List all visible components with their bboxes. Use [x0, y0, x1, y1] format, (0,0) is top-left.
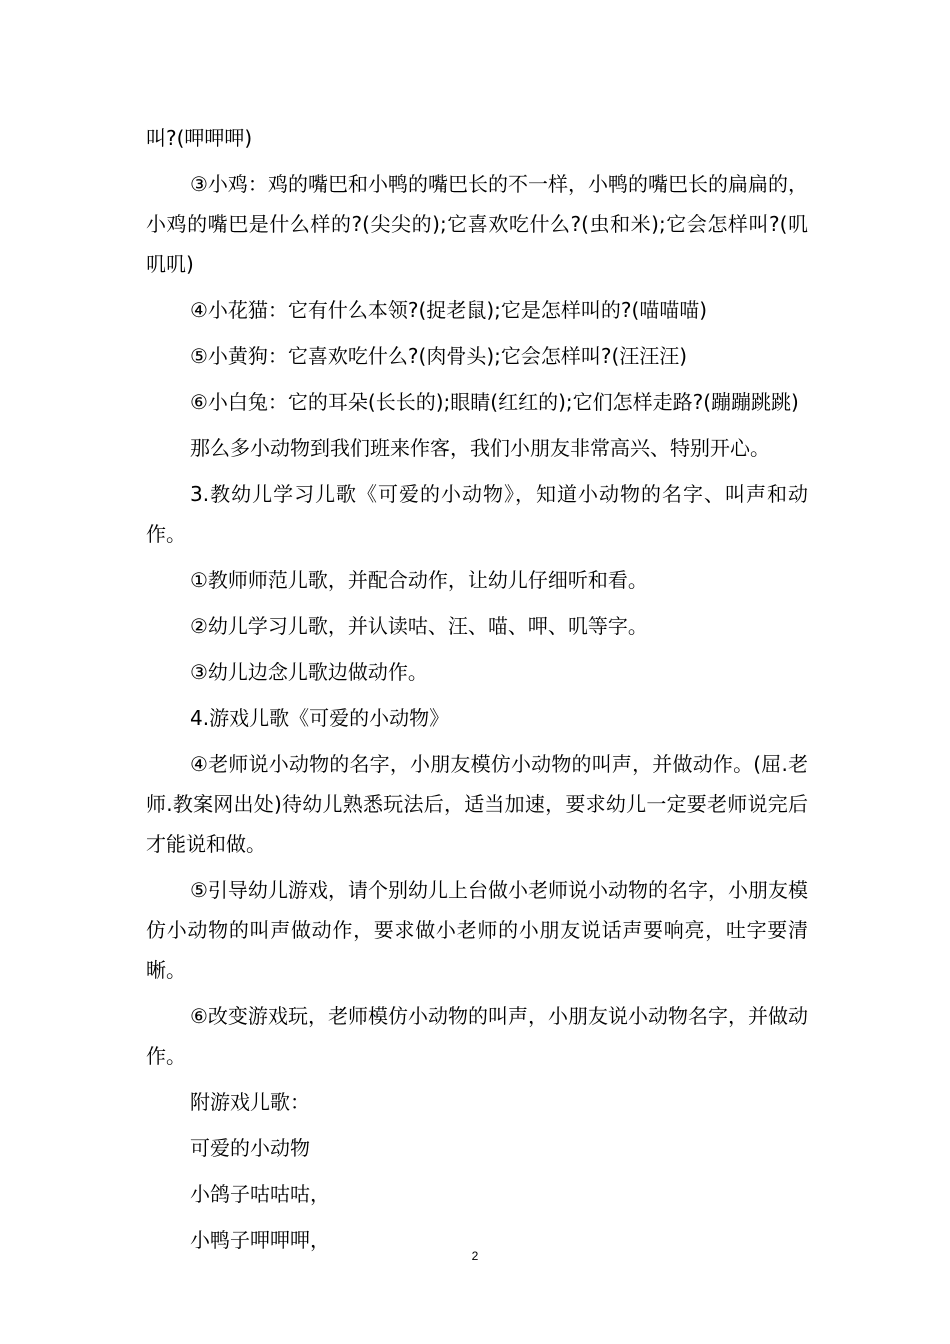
paragraph: ②幼儿学习儿歌，并认读咕、汪、喵、呷、叽等字。: [190, 614, 648, 638]
paragraph: ⑥小白兔：它的耳朵(长长的);眼睛(红红的);它们怎样走路?(蹦蹦跳跳): [190, 390, 799, 414]
paragraph: 叫?(呷呷呷): [146, 126, 253, 150]
paragraph: ③幼儿边念儿歌边做动作。: [190, 660, 428, 684]
paragraph: 附游戏儿歌：: [190, 1090, 310, 1114]
document-body: [146, 118, 808, 1266]
section-heading: 4.游戏儿歌《可爱的小动物》: [190, 706, 450, 730]
paragraph: 那么多小动物到我们班来作客，我们小朋友非常高兴、特别开心。: [190, 436, 770, 460]
poem-line: 小鸽子咕咕咕，: [190, 1182, 330, 1206]
paragraph: ④老师说小动物的名字，小朋友模仿小动物的叫声，并做动作。(屈.老师.教案网出处)待幼儿熟悉玩法后，适当加速，要求幼儿一定要老师说完后才能说和做。: [146, 752, 808, 856]
paragraph: ⑤小黄狗：它喜欢吃什么?(肉骨头);它会怎样叫?(汪汪汪): [190, 344, 688, 368]
paragraph: ③小鸡：鸡的嘴巴和小鸭的嘴巴长的不一样，小鸭的嘴巴长的扁扁的，小鸡的嘴巴是什么样的?(尖尖的);它喜欢吃什么?(虫和米);它会怎样叫?(叽叽叽): [146, 172, 808, 276]
paragraph: ④小花猫：它有什么本领?(捉老鼠);它是怎样叫的?(喵喵喵): [190, 298, 708, 322]
poem-line: 小鸭子呷呷呷，: [190, 1228, 330, 1252]
paragraph: ①教师师范儿歌，并配合动作，让幼儿仔细听和看。: [190, 568, 648, 592]
page-number: 2: [471, 1249, 479, 1263]
paragraph: 3.教幼儿学习儿歌《可爱的小动物》，知道小动物的名字、叫声和动作。: [146, 482, 808, 546]
paragraph: ⑤引导幼儿游戏，请个别幼儿上台做小老师说小动物的名字，小朋友模仿小动物的叫声做动作，要求做小老师的小朋友说话声要响亮，吐字要清晰。: [146, 878, 808, 982]
paragraph: ⑥改变游戏玩，老师模仿小动物的叫声，小朋友说小动物名字，并做动作。: [146, 1004, 808, 1068]
poem-title: 可爱的小动物: [190, 1136, 310, 1160]
